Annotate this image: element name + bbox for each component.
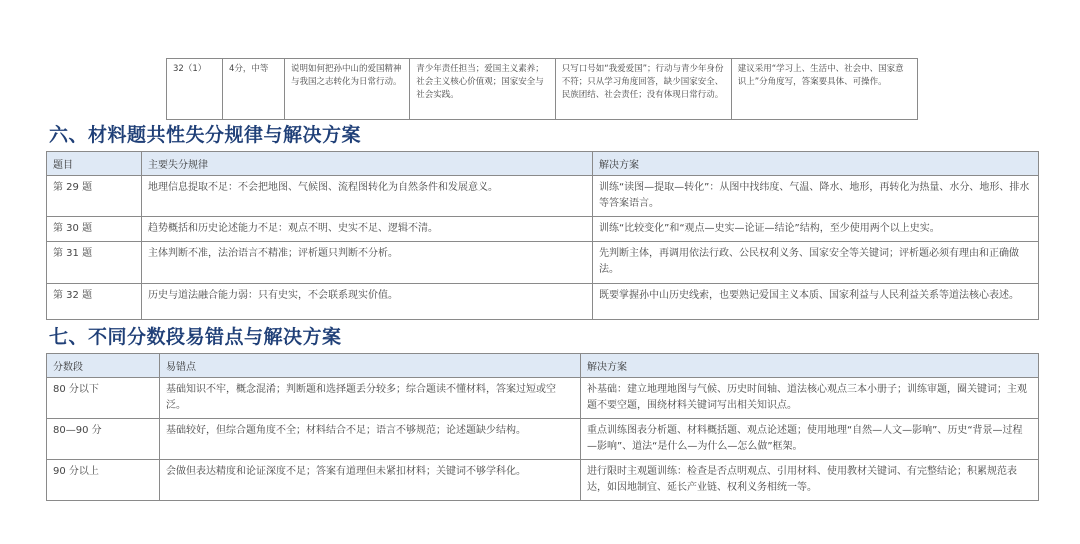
table-cell: 先判断主体，再调用依法行政、公民权利义务、国家安全等关键词；评析题必须有理由和正确做法。 — [593, 242, 1039, 284]
table-cell: 训练“读图—提取—转化”：从图中找纬度、气温、降水、地形，再转化为热量、水分、地形、排水等答案语言。 — [593, 176, 1039, 217]
table-cell: 重点训练图表分析题、材料概括题、观点论述题；使用地理“自然—人文—影响”、历史“背景—过程—影响”、道法“是什么—为什么—怎么做”框架。 — [581, 419, 1039, 460]
table-header-row — [47, 354, 1039, 378]
section-6-title: 六、材料题共性失分规律与解决方案 — [49, 124, 362, 146]
table-row — [47, 419, 1039, 460]
table-cell: 建议采用“学习上、生活中、社会中、国家意识上”分角度写，答案要具体、可操作。 — [731, 59, 917, 120]
table-cell: 4分，中等 — [222, 59, 284, 120]
column-header: 解决方案 — [593, 152, 1039, 176]
column-header: 解决方案 — [581, 354, 1039, 378]
table-cell: 第 31 题 — [47, 242, 142, 284]
table-row — [47, 242, 1039, 284]
column-header: 易错点 — [160, 354, 581, 378]
table-row — [47, 284, 1039, 320]
table-row — [47, 176, 1039, 217]
table-cell: 趋势概括和历史论述能力不足：观点不明、史实不足、逻辑不清。 — [142, 217, 593, 242]
table-cell: 90 分以上 — [47, 460, 160, 501]
table-row — [47, 378, 1039, 419]
table-cell: 地理信息提取不足：不会把地图、气候图、流程图转化为自然条件和发展意义。 — [142, 176, 593, 217]
table-cell: 80—90 分 — [47, 419, 160, 460]
table-header-row — [47, 152, 1039, 176]
column-header: 题目 — [47, 152, 142, 176]
table-cell: 第 29 题 — [47, 176, 142, 217]
top-continuation-table — [166, 58, 918, 120]
table-cell: 基础较好，但综合题角度不全；材料结合不足；语言不够规范；论述题缺少结构。 — [160, 419, 581, 460]
table-cell: 第 32 题 — [47, 284, 142, 320]
table-cell: 会做但表达精度和论证深度不足；答案有道理但未紧扣材料；关键词不够学科化。 — [160, 460, 581, 501]
table-cell: 说明如何把孙中山的爱国精神与我国之志转化为日常行动。 — [285, 59, 410, 120]
table-row — [47, 460, 1039, 501]
table-row — [47, 217, 1039, 242]
section-7-title: 七、不同分数段易错点与解决方案 — [49, 326, 342, 348]
table-cell: 补基础：建立地理地图与气候、历史时间轴、道法核心观点三本小册子；训练审题，圈关键词；主观题不要空题，围绕材料关键词写出相关知识点。 — [581, 378, 1039, 419]
table-cell: 基础知识不牢，概念混淆；判断题和选择题丢分较多；综合题读不懂材料，答案过短或空泛。 — [160, 378, 581, 419]
table-row — [167, 59, 918, 120]
table-cell: 主体判断不准，法治语言不精准；评析题只判断不分析。 — [142, 242, 593, 284]
section-6-table — [46, 151, 1039, 320]
table-cell: 只写口号如“我爱爱国”；行动与青少年身份不符；只从学习角度回答，缺少国家安全、民族团结、社会责任；没有体现日常行动。 — [555, 59, 731, 120]
table-cell: 青少年责任担当；爱国主义素养；社会主义核心价值观；国家安全与社会实践。 — [410, 59, 556, 120]
section-7-table — [46, 353, 1039, 501]
table-cell: 既要掌握孙中山历史线索，也要熟记爱国主义本质、国家利益与人民利益关系等道法核心表述。 — [593, 284, 1039, 320]
column-header: 主要失分规律 — [142, 152, 593, 176]
table-cell: 进行限时主观题训练：检查是否点明观点、引用材料、使用教材关键词、有完整结论；积累规范表达，如因地制宜、延长产业链、权利义务相统一等。 — [581, 460, 1039, 501]
table-cell: 历史与道法融合能力弱：只有史实，不会联系现实价值。 — [142, 284, 593, 320]
table-cell: 训练“比较变化”和“观点—史实—论证—结论”结构，至少使用两个以上史实。 — [593, 217, 1039, 242]
table-cell: 32（1） — [167, 59, 223, 120]
table-cell: 第 30 题 — [47, 217, 142, 242]
column-header: 分数段 — [47, 354, 160, 378]
table-cell: 80 分以下 — [47, 378, 160, 419]
